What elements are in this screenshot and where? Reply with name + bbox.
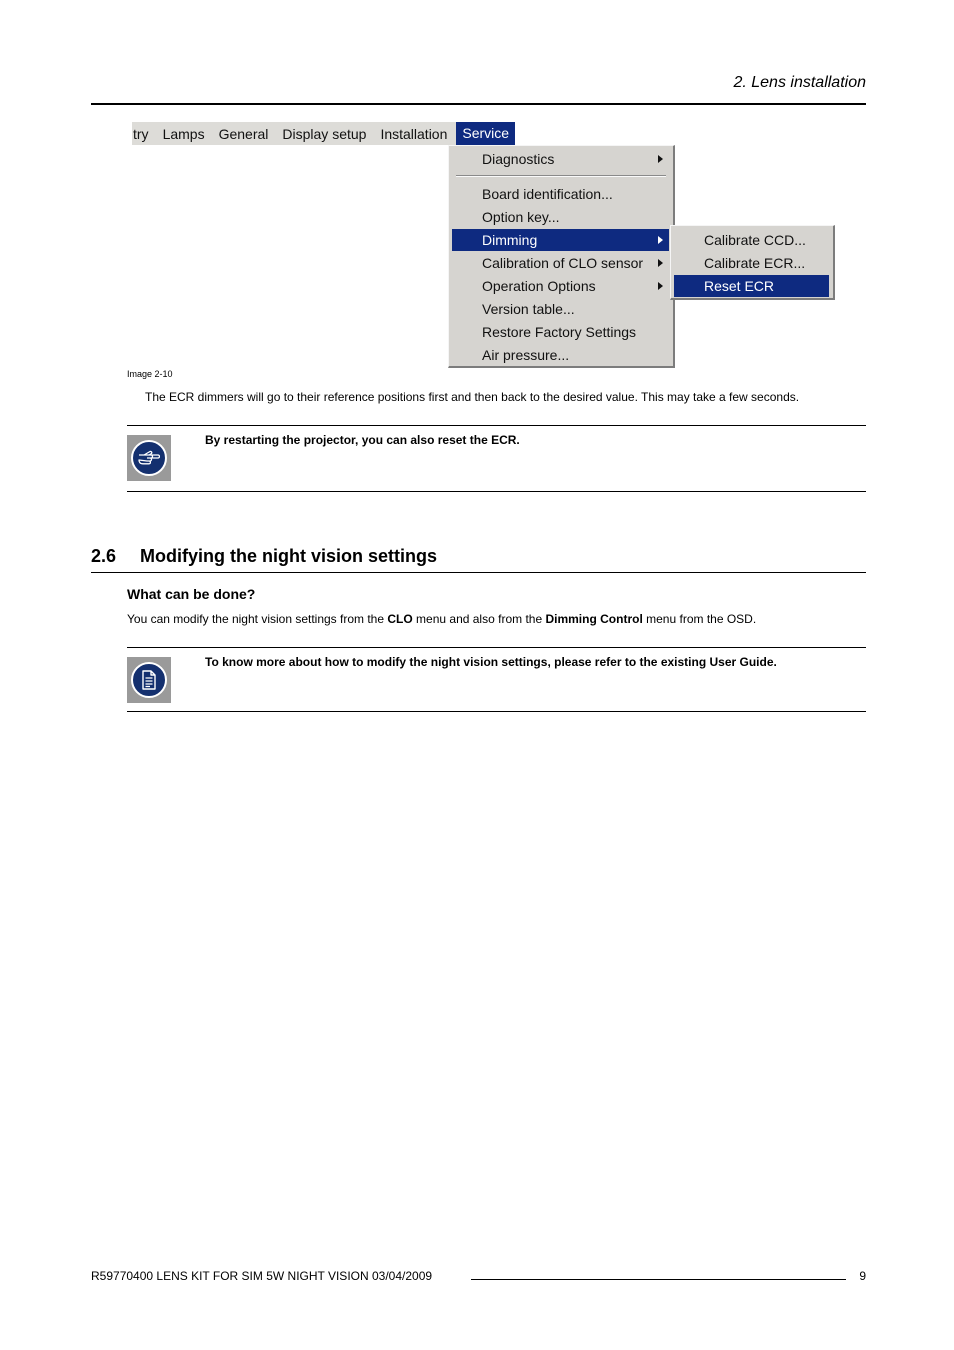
menubar-item-display-setup[interactable]: Display setup [282, 125, 367, 142]
menu-item-option-key[interactable]: Option key... [482, 209, 560, 225]
menubar-item-lamps[interactable]: Lamps [162, 125, 205, 142]
osd-menubar [132, 122, 509, 145]
paragraph-ecr-dimmers: The ECR dimmers will go to their reference positions first and then back to the desired value. This may take a few seconds. [145, 390, 800, 404]
service-menu [448, 145, 675, 368]
menu-item-operation-options[interactable]: Operation Options [452, 275, 669, 297]
note-rule-top [127, 425, 866, 426]
document-icon [131, 662, 167, 698]
menubar-item-try[interactable]: try [133, 125, 149, 142]
footer-rule [471, 1279, 846, 1280]
note-rule-bottom [127, 491, 866, 492]
section-rule [91, 572, 866, 573]
menubar-item-general[interactable]: General [218, 125, 269, 142]
page-number: 9 [859, 1269, 866, 1283]
submenu-arrow-icon [658, 259, 663, 267]
menu-item-air-pressure[interactable]: Air pressure... [482, 347, 570, 363]
menubar-item-service[interactable]: Service [456, 122, 515, 145]
info-note-rule-top [127, 647, 866, 648]
submenu-arrow-icon [658, 282, 663, 290]
menu-separator [456, 175, 666, 177]
section-title-text: Modifying the night vision settings [140, 546, 437, 566]
footer-doc-info: R59770400 LENS KIT FOR SIM 5W NIGHT VISION 03/04/2009 [91, 1269, 433, 1283]
submenu-arrow-icon [658, 236, 663, 244]
menu-item-restore-factory[interactable]: Restore Factory Settings [482, 324, 637, 340]
tip-note-text: By restarting the projector, you can also reset the ECR. [205, 433, 520, 447]
chapter-header: 2. Lens installation [733, 74, 866, 91]
submenu-arrow-icon [658, 155, 663, 163]
menu-item-reset-ecr[interactable]: Reset ECR [674, 275, 829, 297]
menu-item-calibrate-ecr[interactable]: Calibrate ECR... [704, 255, 806, 271]
section-number: 2.6 [91, 546, 117, 566]
pointing-hand-icon [131, 440, 167, 476]
paragraph-night-vision: You can modify the night vision settings from the CLO menu and also from the Dimming Control menu from the OSD. [127, 612, 757, 626]
info-note-text: To know more about how to modify the night vision settings, please refer to the existing User Guide. [205, 655, 777, 669]
menu-item-version-table[interactable]: Version table... [482, 301, 575, 317]
tip-icon-box [127, 435, 171, 481]
image-caption: Image 2-10 [127, 369, 173, 379]
subsection-title: What can be done? [127, 586, 256, 602]
menu-item-calibration-clo[interactable]: Calibration of CLO sensor [452, 252, 669, 274]
menu-item-diagnostics[interactable]: Diagnostics [452, 148, 669, 170]
menubar-item-installation[interactable]: Installation [380, 125, 448, 142]
info-icon-box [127, 657, 171, 703]
header-rule [91, 103, 866, 105]
dimming-submenu [670, 225, 835, 300]
menu-item-dimming[interactable]: Dimming [452, 229, 669, 251]
menu-item-board-identification[interactable]: Board identification... [482, 186, 613, 202]
section-title [91, 546, 437, 567]
info-note-rule-bottom [127, 711, 866, 712]
menu-item-calibrate-ccd[interactable]: Calibrate CCD... [704, 232, 806, 248]
